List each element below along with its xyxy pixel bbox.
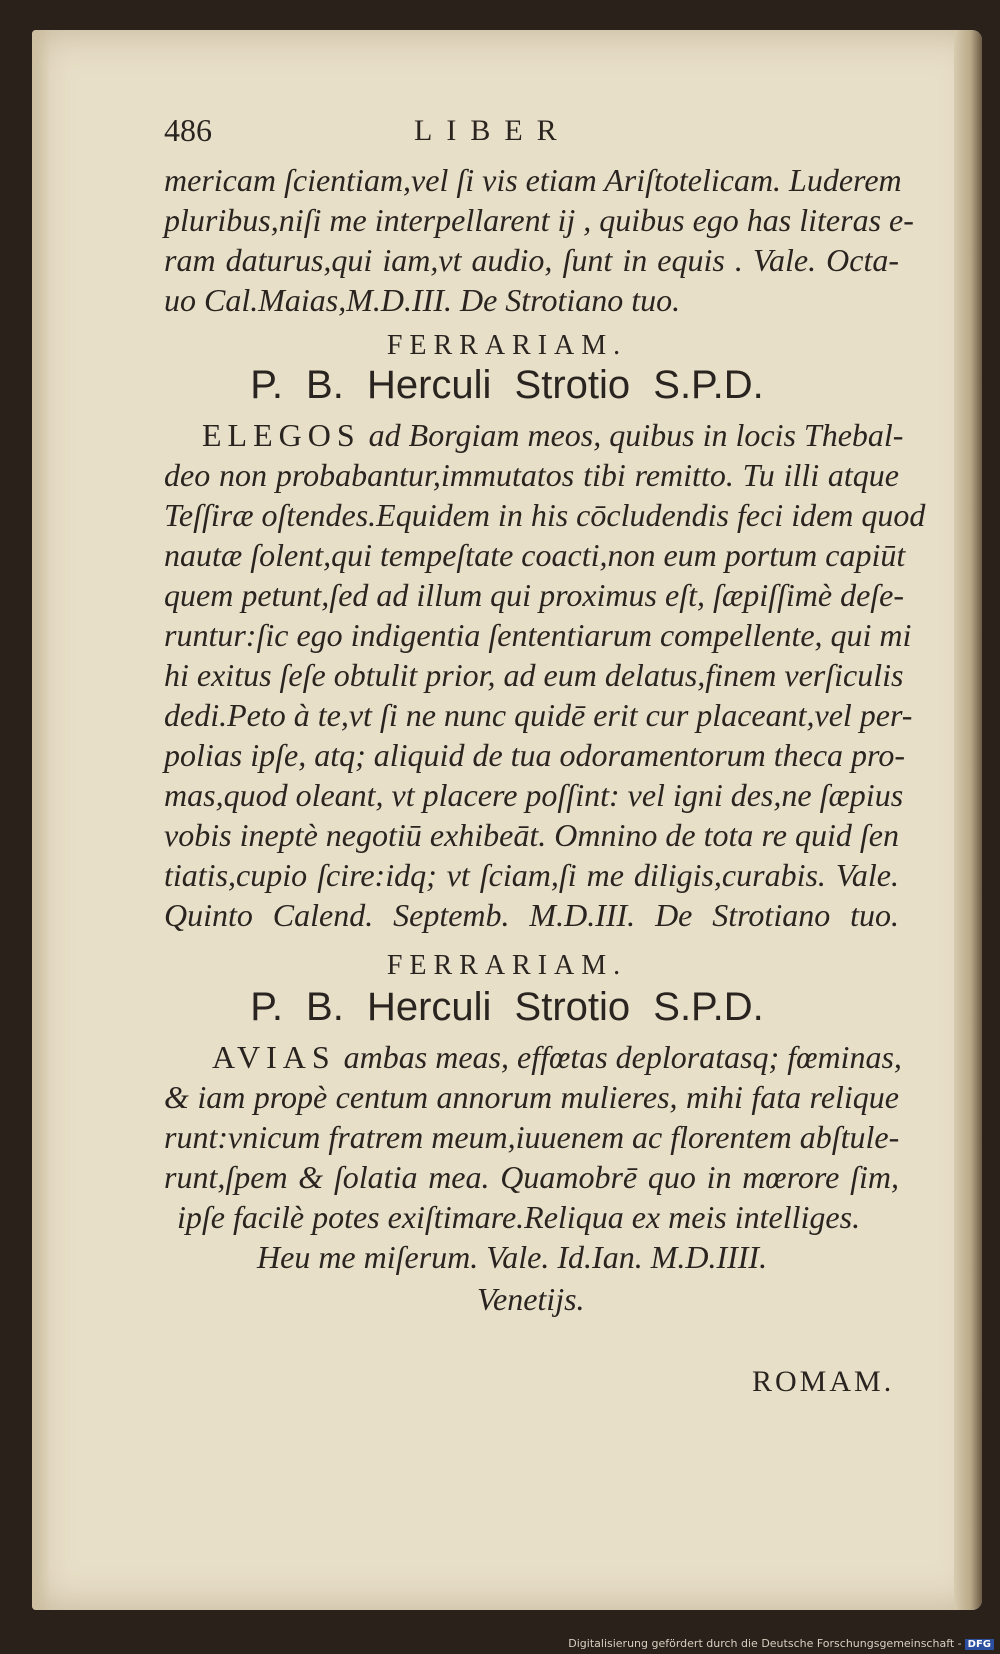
text-line-opening — [202, 415, 904, 455]
digitization-credit — [568, 1637, 994, 1650]
text-line: quem petunt,ſed ad illum qui proximus eſt, ſæpiſſimè deſe- — [164, 577, 905, 613]
opening-caps: ELEGOS — [202, 417, 361, 453]
text-line: polias ipſe, atq; aliquid de tua odoramentorum theca pro- — [164, 737, 905, 773]
gutter-shadow — [32, 30, 50, 1610]
catchword: ROMAM. — [752, 1365, 895, 1398]
running-head — [164, 112, 884, 162]
page-number: 486 — [164, 112, 212, 148]
page-edge — [954, 30, 982, 1610]
letter-salutation: P. B. Herculi Strotio S.P.D. — [250, 985, 764, 1029]
letter-salutation: P. B. Herculi Strotio S.P.D. — [250, 363, 764, 407]
opening-text: ambas meas, effœtas deploratasq; fœminas, — [335, 1039, 902, 1075]
text-line: Teſſiræ oſtendes.Equidem in his cōcludendis feci idem quod — [164, 497, 926, 533]
text-line: mericam ſcientiam,vel ſi vis etiam Ariſtotelicam. Luderem — [164, 162, 902, 198]
letter-destination: FERRARIAM. — [386, 950, 628, 981]
text-line: Heu me miſerum. Vale. Id.Ian. M.D.IIII. — [257, 1239, 768, 1275]
text-line-opening — [212, 1037, 902, 1077]
text-line: Quinto Calend. Septemb. M.D.III. De Strotiano tuo. — [164, 897, 899, 933]
text-line: deo non probabantur,immutatos tibi remitto. Tu illi atque — [164, 457, 899, 493]
text-line: Venetijs. — [477, 1281, 585, 1317]
text-line: runtur:ſic ego indigentia ſententiarum compellente, qui mi — [164, 617, 912, 653]
opening-caps: AVIAS — [212, 1039, 336, 1075]
text-line: tiatis,cupio ſcire:idq; vt ſciam,ſi me diligis,curabis. Vale. — [164, 857, 899, 893]
book-page — [32, 30, 982, 1610]
text-line: ipſe facilè potes exiſtimare.Reliqua ex meis intelliges. — [177, 1199, 861, 1235]
dfg-logo: DFG — [965, 1639, 994, 1650]
text-line: & iam propè centum annorum mulieres, mihi fata relique — [164, 1079, 899, 1115]
text-line: vobis ineptè negotiū exhibeāt. Omnino de tota re quid ſen — [164, 817, 899, 853]
text-line: pluribus,niſi me interpellarent ij , quibus ego has literas e- — [164, 202, 914, 238]
running-title: LIBER — [414, 114, 571, 147]
letter-destination: FERRARIAM. — [386, 330, 628, 361]
text-line: runt:vnicum fratrem meum,iuuenem ac florentem abſtule- — [164, 1119, 900, 1155]
text-line: uo Cal.Maias,M.D.III. De Strotiano tuo. — [164, 282, 681, 318]
opening-text: ad Borgiam meos, quibus in locis Thebal- — [360, 417, 904, 453]
text-line: nautæ ſolent,qui tempeſtate coacti,non eum portum capiūt — [164, 537, 906, 573]
text-line: mas,quod oleant, vt placere poſſint: vel igni des,ne ſæpius — [164, 777, 904, 813]
text-line: runt,ſpem & ſolatia mea. Quamobrē quo in mœrore ſim, — [164, 1159, 899, 1195]
credit-text: Digitalisierung gefördert durch die Deutsche Forschungsgemeinschaft - — [568, 1637, 962, 1650]
text-line: dedi.Peto à te,vt ſi ne nunc quidē erit cur placeant,vel per- — [164, 697, 913, 733]
text-line: hi exitus ſeſe obtulit prior, ad eum delatus,finem verſiculis — [164, 657, 904, 693]
text-line: ram daturus,qui iam,vt audio, ſunt in equis . Vale. Octa- — [164, 242, 899, 278]
